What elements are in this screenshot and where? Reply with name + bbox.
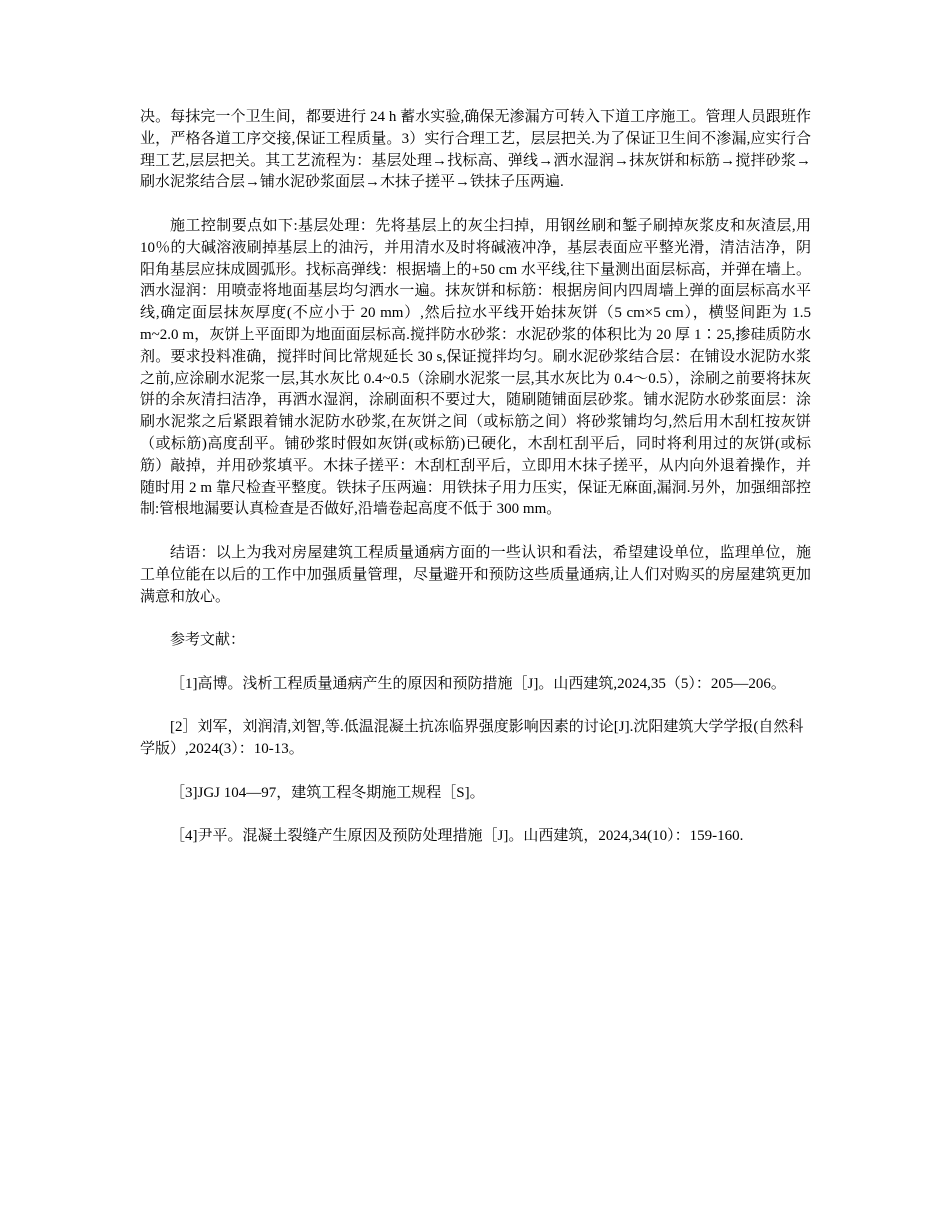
- document-page: [140, 107, 811, 870]
- paragraph-continuation: 决。每抹完一个卫生间，都要进行 24 h 蓄水实验,确保无渗漏方可转入下道工序施工。管理人员跟班作业，严格各道工序交接,保证工程质量。3）实行合理工艺，层层把关.为了保证卫生间不渗漏,应实行合理工艺,层层把关。其工艺流程为：基层处理→找标高、弹线→洒水湿润→抹灰饼和标筋→搅拌砂浆→刷水泥浆结合层→铺水泥砂浆面层→木抹子搓平→铁抹子压两遍.: [140, 109, 811, 191]
- reference-item-1: ［1]高博。浅析工程质量通病产生的原因和预防措施［J]。山西建筑,2024,35（5）：205—206。: [170, 675, 786, 692]
- references-heading: 参考文献：: [170, 632, 246, 649]
- paragraph-conclusion: 结语：以上为我对房屋建筑工程质量通病方面的一些认识和看法，希望建设单位，监理单位，施工单位能在以后的工作中加强质量管理，尽量避开和预防这些质量通病,让人们对购买的房屋建筑更加满意和放心。: [140, 544, 811, 605]
- reference-item-2: [2］刘军，刘润清,刘智,等.低温混凝土抗冻临界强度影响因素的讨论[J].沈阳建筑大学学报(自然科学版）,2024(3）：10-13。: [140, 719, 804, 758]
- reference-item-4: ［4]尹平。混凝土裂缝产生原因及预防处理措施［J]。山西建筑，2024,34(10）：159-160.: [170, 828, 744, 845]
- reference-item-3: ［3]JGJ 104—97，建筑工程冬期施工规程［S]。: [170, 784, 485, 801]
- paragraph-construction-control: 施工控制要点如下:基层处理：先将基层上的灰尘扫掉，用钢丝刷和錾子刷掉灰浆皮和灰渣层,用 10％的大碱溶液刷掉基层上的油污，并用清水及时将碱液冲净，基层表面应平整光滑，清洁洁净，阴阳角基层应抹成圆弧形。找标高弹线：根据墙上的+50 cm 水平线,往下量测出面层标高，并弹在墙上。洒水湿润：用喷壶将地面基层均匀洒水一遍。抹灰饼和标筋：根据房间内四周墙上弹的面层标高水平线,确定面层抹灰厚度(不应小于 20 mm）,然后拉水平线开始抹灰饼（5 cm×5 cm），横竖间距为 1.5 m~2.0 m，灰饼上平面即为地面面层标高.搅拌防水砂浆：水泥砂浆的体积比为 20 厚 1∶25,掺硅质防水剂。要求投料准确，搅拌时间比常规延长 30 s,保证搅拌均匀。刷水泥砂浆结合层：在铺设水泥防水浆之前,应涂刷水泥浆一层,其水灰比 0.4~0.5（涂刷水泥浆一层,其水灰比为 0.4～0.5），涂刷之前要将抹灰饼的余灰清扫洁净，再洒水湿润，涂刷面积不要过大，随刷随铺面层砂浆。铺水泥防水砂浆面层：涂刷水泥浆之后紧跟着铺水泥防水砂浆,在灰饼之间（或标筋之间）将砂浆铺均匀,然后用木刮杠按灰饼（或标筋)高度刮平。铺砂浆时假如灰饼(或标筋)已硬化，木刮杠刮平后，同时将利用过的灰饼(或标筋）敲掉，并用砂浆填平。木抹子搓平：木刮杠刮平后，立即用木抹子搓平，从内向外退着操作，并随时用 2 m 靠尺检查平整度。铁抹子压两遍：用铁抹子用力压实，保证无麻面,漏洞.另外，加强细部控制:管根地漏要认真检查是否做好,沿墙卷起高度不低于 300 mm。: [140, 217, 811, 518]
